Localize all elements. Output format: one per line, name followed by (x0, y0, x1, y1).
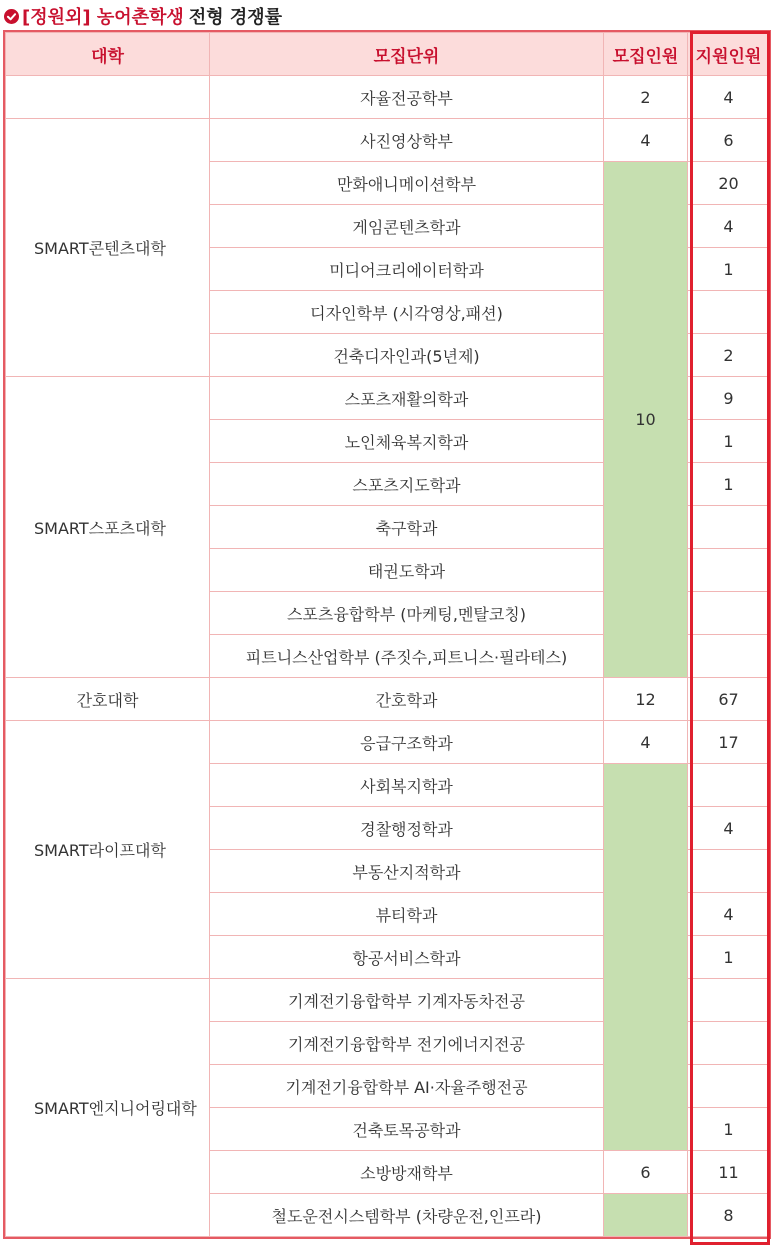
header-univ: 대학 (6, 33, 210, 76)
univ-cell: SMART스포츠대학 (6, 377, 210, 678)
quota-merged-cell (604, 764, 688, 1151)
unit-cell: 게임콘텐츠학과 (210, 205, 604, 248)
applicants-cell (688, 291, 770, 334)
competition-table (3, 30, 771, 1239)
univ-cell: SMART콘텐츠대학 (6, 119, 210, 377)
header-quota: 모집인원 (604, 33, 688, 76)
unit-cell: 사회복지학과 (210, 764, 604, 807)
applicants-cell: 1 (688, 463, 770, 506)
applicants-cell: 20 (688, 162, 770, 205)
unit-cell: 만화애니메이션학부 (210, 162, 604, 205)
applicants-cell: 1 (688, 248, 770, 291)
unit-cell: 스포츠지도학과 (210, 463, 604, 506)
unit-cell: 뷰티학과 (210, 893, 604, 936)
applicants-cell: 6 (688, 119, 770, 162)
table-row (6, 721, 770, 764)
page-title (4, 2, 282, 30)
unit-cell: 노인체육복지학과 (210, 420, 604, 463)
unit-cell: 응급구조학과 (210, 721, 604, 764)
applicants-cell: 1 (688, 1108, 770, 1151)
title-suffix: 전형 경쟁률 (188, 7, 283, 28)
unit-cell: 부동산지적학과 (210, 850, 604, 893)
applicants-cell (688, 635, 770, 678)
unit-cell: 피트니스산업학부 (주짓수,피트니스·필라테스) (210, 635, 604, 678)
applicants-cell: 17 (688, 721, 770, 764)
applicants-cell: 11 (688, 1151, 770, 1194)
unit-cell: 건축디자인과(5년제) (210, 334, 604, 377)
applicants-cell (688, 1065, 770, 1108)
applicants-cell (688, 764, 770, 807)
unit-cell: 미디어크리에이터학과 (210, 248, 604, 291)
unit-cell: 항공서비스학과 (210, 936, 604, 979)
header-unit: 모집단위 (210, 33, 604, 76)
unit-cell: 스포츠융합학부 (마케팅,멘탈코칭) (210, 592, 604, 635)
unit-cell: 자율전공학부 (210, 76, 604, 119)
quota-cell: 4 (604, 119, 688, 162)
applicants-cell: 9 (688, 377, 770, 420)
applicants-cell (688, 506, 770, 549)
check-circle-icon (4, 9, 19, 24)
unit-cell: 철도운전시스템학부 (차량운전,인프라) (210, 1194, 604, 1237)
quota-cell: 12 (604, 678, 688, 721)
applicants-cell (688, 1022, 770, 1065)
unit-cell: 사진영상학부 (210, 119, 604, 162)
unit-cell: 기계전기융합학부 기계자동차전공 (210, 979, 604, 1022)
unit-cell: 간호학과 (210, 678, 604, 721)
header-applicants: 지원인원 (688, 33, 770, 76)
univ-cell (6, 76, 210, 119)
applicants-cell: 4 (688, 807, 770, 850)
unit-cell: 경찰행정학과 (210, 807, 604, 850)
table-row (6, 119, 770, 162)
applicants-cell: 4 (688, 893, 770, 936)
unit-cell: 기계전기융합학부 AI·자율주행전공 (210, 1065, 604, 1108)
applicants-cell: 1 (688, 936, 770, 979)
applicants-cell: 2 (688, 334, 770, 377)
univ-cell: SMART라이프대학 (6, 721, 210, 979)
applicants-cell: 4 (688, 76, 770, 119)
univ-cell: SMART엔지니어링대학 (6, 979, 210, 1237)
title-prefix: [정원외] 농어촌학생 (22, 7, 184, 28)
table-row (6, 678, 770, 721)
applicants-cell (688, 549, 770, 592)
quota-cell (604, 1194, 688, 1237)
applicants-cell: 67 (688, 678, 770, 721)
applicants-cell: 4 (688, 205, 770, 248)
quota-cell: 4 (604, 721, 688, 764)
applicants-cell (688, 979, 770, 1022)
applicants-cell: 1 (688, 420, 770, 463)
applicants-cell (688, 592, 770, 635)
unit-cell: 태권도학과 (210, 549, 604, 592)
quota-cell: 6 (604, 1151, 688, 1194)
applicants-cell (688, 850, 770, 893)
unit-cell: 기계전기융합학부 전기에너지전공 (210, 1022, 604, 1065)
unit-cell: 스포츠재활의학과 (210, 377, 604, 420)
quota-merged-cell: 10 (604, 162, 688, 678)
table-row (6, 76, 770, 119)
unit-cell: 디자인학부 (시각영상,패션) (210, 291, 604, 334)
unit-cell: 건축토목공학과 (210, 1108, 604, 1151)
header-row (6, 33, 770, 76)
applicants-cell: 8 (688, 1194, 770, 1237)
univ-cell: 간호대학 (6, 678, 210, 721)
unit-cell: 소방방재학부 (210, 1151, 604, 1194)
quota-cell: 2 (604, 76, 688, 119)
unit-cell: 축구학과 (210, 506, 604, 549)
